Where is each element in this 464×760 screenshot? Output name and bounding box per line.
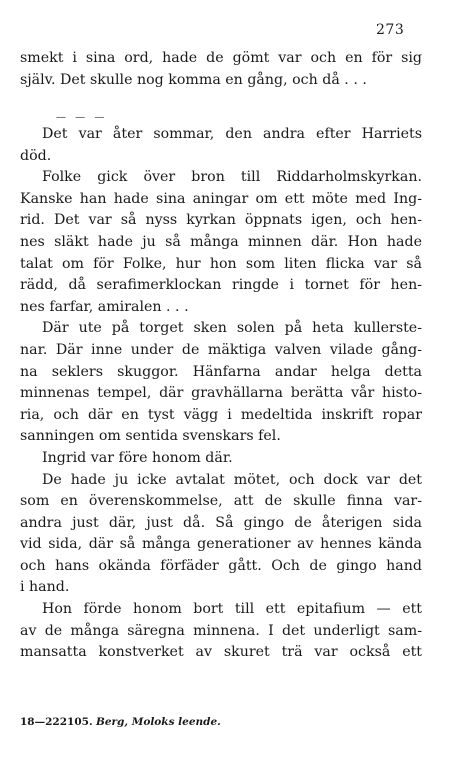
text-line: som en överenskommelse, att de skulle finna var- [20, 493, 422, 510]
text-line: nes farfar, amiralen . . . [20, 298, 189, 315]
text-line: Där ute på torget sken solen på heta kullerste- [42, 320, 422, 337]
top-paragraph [20, 48, 422, 91]
text-line: Ingrid var före honom där. [42, 449, 233, 466]
text-line: nes släkt hade ju så många minnen där. Hon hade [20, 233, 422, 250]
book-title: Berg, Moloks leende. [95, 716, 221, 728]
text-line: mansatta konstverket av skuret trä var också ett [20, 644, 422, 661]
text-line: nar. Där inne under de mäktiga valven vilade gång- [20, 341, 422, 358]
text-line: andra just där, just då. Så gingo de återigen sida [20, 514, 422, 531]
text-line: sanningen om sentida svenskars fel. [20, 428, 281, 445]
text-line: i hand. [20, 579, 70, 596]
text-line: De hade ju icke avtalat mötet, och dock var det [42, 471, 422, 488]
text-line: ria, och där en tyst vägg i medeltida inskrift ropar [20, 406, 422, 423]
text-line: Folke gick över bron till Riddarholmskyrkan. [42, 169, 422, 186]
text-line: vid sida, där så många generationer av hennes kända [20, 536, 422, 553]
text-line: själv. Det skulle nog komma en gång, och då . . . [20, 71, 367, 88]
text-line: Det var åter sommar, den andra efter Harriets [42, 126, 422, 142]
text-line: död. [20, 147, 52, 164]
text-line: rid. Det var så nyss kyrkan öppnats igen, och hen- [20, 212, 422, 229]
text-line: av de många säregna minnena. I det underligt sam- [20, 622, 422, 639]
text-line: smekt i sina ord, hade de gömt var och en för sig [20, 50, 422, 66]
text-line: rädd, då serafimerklockan ringde i tornet för hen- [20, 277, 422, 294]
text-line: talat om för Folke, hur hon som liten flicka var så [20, 255, 422, 272]
page-number: 273 [376, 22, 405, 38]
printer-signature: 18—222105. [20, 716, 93, 728]
text-line: och hans okända förfäder gått. Och de gingo hand [20, 557, 422, 574]
text-line: Hon förde honom bort till ett epitafium — ett [42, 601, 422, 618]
section-divider: — — — [56, 112, 108, 123]
text-line: minnenas tempel, där gravhällarna berätta vår histo- [20, 385, 422, 402]
text-line: Kanske han hade sina aningar om ett möte med Ing- [20, 190, 422, 207]
page-footer [20, 716, 221, 728]
text-line: na seklers skuggor. Hänfarna andar helga detta [20, 363, 422, 380]
main-text [20, 124, 422, 664]
